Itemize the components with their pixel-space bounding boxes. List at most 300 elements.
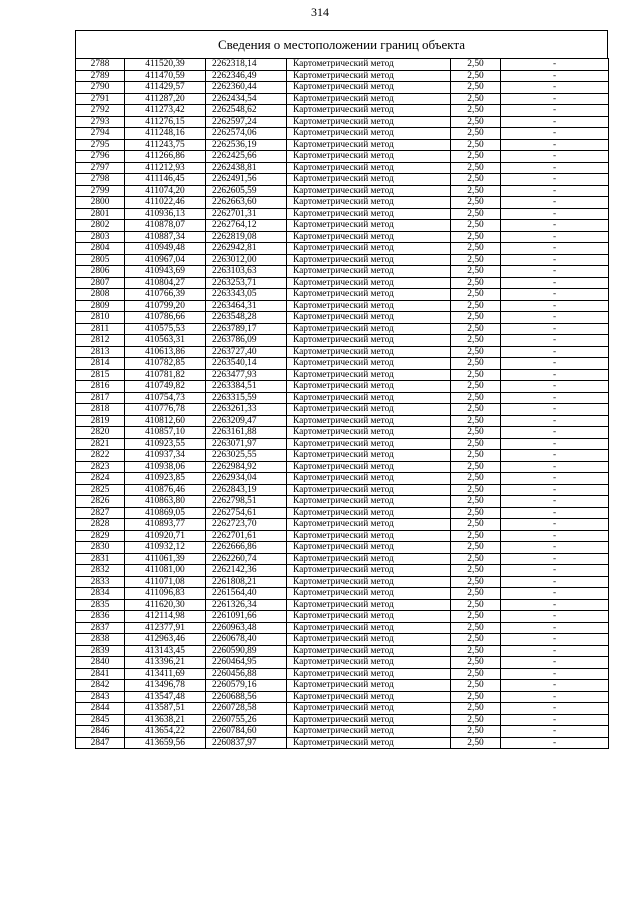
accuracy-cell: 2,50 [451, 576, 501, 588]
table-row [76, 59, 609, 71]
y-coordinate-cell: 2262360,44 [206, 82, 287, 94]
note-cell: - [501, 300, 609, 312]
point-number-cell: 2830 [76, 542, 125, 554]
note-cell: - [501, 668, 609, 680]
point-number-cell: 2843 [76, 691, 125, 703]
y-coordinate-cell: 2263548,28 [206, 312, 287, 324]
accuracy-cell: 2,50 [451, 266, 501, 278]
accuracy-cell: 2,50 [451, 553, 501, 565]
method-cell: Картометрический метод [287, 507, 451, 519]
note-cell: - [501, 358, 609, 370]
accuracy-cell: 2,50 [451, 691, 501, 703]
point-number-cell: 2794 [76, 128, 125, 140]
point-number-cell: 2812 [76, 335, 125, 347]
method-cell: Картометрический метод [287, 438, 451, 450]
table-row [76, 185, 609, 197]
x-coordinate-cell: 411146,45 [125, 174, 206, 186]
table-row [76, 691, 609, 703]
table-row [76, 174, 609, 186]
table-row [76, 358, 609, 370]
point-number-cell: 2809 [76, 300, 125, 312]
point-number-cell: 2827 [76, 507, 125, 519]
y-coordinate-cell: 2262491,56 [206, 174, 287, 186]
accuracy-cell: 2,50 [451, 645, 501, 657]
note-cell: - [501, 128, 609, 140]
y-coordinate-cell: 2262843,19 [206, 484, 287, 496]
point-number-cell: 2806 [76, 266, 125, 278]
method-cell: Картометрический метод [287, 174, 451, 186]
y-coordinate-cell: 2262548,62 [206, 105, 287, 117]
method-cell: Картометрический метод [287, 208, 451, 220]
accuracy-cell: 2,50 [451, 151, 501, 163]
y-coordinate-cell: 2263012,00 [206, 254, 287, 266]
note-cell: - [501, 231, 609, 243]
accuracy-cell: 2,50 [451, 588, 501, 600]
accuracy-cell: 2,50 [451, 726, 501, 738]
y-coordinate-cell: 2263161,88 [206, 427, 287, 439]
point-number-cell: 2807 [76, 277, 125, 289]
table-row [76, 381, 609, 393]
accuracy-cell: 2,50 [451, 668, 501, 680]
table-row [76, 634, 609, 646]
accuracy-cell: 2,50 [451, 507, 501, 519]
point-number-cell: 2842 [76, 680, 125, 692]
y-coordinate-cell: 2261326,34 [206, 599, 287, 611]
x-coordinate-cell: 411620,30 [125, 599, 206, 611]
y-coordinate-cell: 2262819,08 [206, 231, 287, 243]
x-coordinate-cell: 410943,69 [125, 266, 206, 278]
y-coordinate-cell: 2263477,93 [206, 369, 287, 381]
x-coordinate-cell: 410887,34 [125, 231, 206, 243]
accuracy-cell: 2,50 [451, 657, 501, 669]
x-coordinate-cell: 410923,85 [125, 473, 206, 485]
table-row [76, 312, 609, 324]
table-row [76, 128, 609, 140]
y-coordinate-cell: 2262605,59 [206, 185, 287, 197]
y-coordinate-cell: 2260579,16 [206, 680, 287, 692]
method-cell: Картометрический метод [287, 82, 451, 94]
note-cell: - [501, 289, 609, 301]
point-number-cell: 2800 [76, 197, 125, 209]
method-cell: Картометрический метод [287, 737, 451, 749]
accuracy-cell: 2,50 [451, 599, 501, 611]
x-coordinate-cell: 410781,82 [125, 369, 206, 381]
point-number-cell: 2790 [76, 82, 125, 94]
point-number-cell: 2791 [76, 93, 125, 105]
y-coordinate-cell: 2262260,74 [206, 553, 287, 565]
note-cell: - [501, 484, 609, 496]
point-number-cell: 2810 [76, 312, 125, 324]
accuracy-cell: 2,50 [451, 611, 501, 623]
note-cell: - [501, 208, 609, 220]
x-coordinate-cell: 410786,66 [125, 312, 206, 324]
accuracy-cell: 2,50 [451, 197, 501, 209]
y-coordinate-cell: 2262701,61 [206, 530, 287, 542]
coordinates-table [75, 58, 609, 749]
point-number-cell: 2829 [76, 530, 125, 542]
note-cell: - [501, 530, 609, 542]
method-cell: Картометрический метод [287, 634, 451, 646]
y-coordinate-cell: 2263025,55 [206, 450, 287, 462]
point-number-cell: 2792 [76, 105, 125, 117]
accuracy-cell: 2,50 [451, 634, 501, 646]
accuracy-cell: 2,50 [451, 220, 501, 232]
method-cell: Картометрический метод [287, 392, 451, 404]
accuracy-cell: 2,50 [451, 162, 501, 174]
y-coordinate-cell: 2262425,66 [206, 151, 287, 163]
x-coordinate-cell: 411287,20 [125, 93, 206, 105]
method-cell: Картометрический метод [287, 588, 451, 600]
accuracy-cell: 2,50 [451, 323, 501, 335]
point-number-cell: 2815 [76, 369, 125, 381]
x-coordinate-cell: 410938,06 [125, 461, 206, 473]
note-cell: - [501, 266, 609, 278]
note-cell: - [501, 369, 609, 381]
method-cell: Картометрический метод [287, 599, 451, 611]
y-coordinate-cell: 2262597,24 [206, 116, 287, 128]
x-coordinate-cell: 410923,55 [125, 438, 206, 450]
method-cell: Картометрический метод [287, 473, 451, 485]
point-number-cell: 2808 [76, 289, 125, 301]
x-coordinate-cell: 412377,91 [125, 622, 206, 634]
x-coordinate-cell: 413396,21 [125, 657, 206, 669]
x-coordinate-cell: 411061,39 [125, 553, 206, 565]
accuracy-cell: 2,50 [451, 289, 501, 301]
y-coordinate-cell: 2260688,56 [206, 691, 287, 703]
x-coordinate-cell: 413659,56 [125, 737, 206, 749]
method-cell: Картометрический метод [287, 519, 451, 531]
y-coordinate-cell: 2260755,26 [206, 714, 287, 726]
accuracy-cell: 2,50 [451, 530, 501, 542]
y-coordinate-cell: 2262142,36 [206, 565, 287, 577]
table-row [76, 726, 609, 738]
point-number-cell: 2839 [76, 645, 125, 657]
method-cell: Картометрический метод [287, 461, 451, 473]
method-cell: Картометрический метод [287, 450, 451, 462]
table-row [76, 116, 609, 128]
note-cell: - [501, 93, 609, 105]
note-cell: - [501, 473, 609, 485]
accuracy-cell: 2,50 [451, 358, 501, 370]
method-cell: Картометрический метод [287, 277, 451, 289]
y-coordinate-cell: 2260590,89 [206, 645, 287, 657]
note-cell: - [501, 323, 609, 335]
x-coordinate-cell: 410937,34 [125, 450, 206, 462]
method-cell: Картометрический метод [287, 335, 451, 347]
accuracy-cell: 2,50 [451, 737, 501, 749]
note-cell: - [501, 415, 609, 427]
note-cell: - [501, 59, 609, 71]
table-row [76, 323, 609, 335]
y-coordinate-cell: 2263727,40 [206, 346, 287, 358]
y-coordinate-cell: 2263209,47 [206, 415, 287, 427]
point-number-cell: 2828 [76, 519, 125, 531]
accuracy-cell: 2,50 [451, 461, 501, 473]
x-coordinate-cell: 411248,16 [125, 128, 206, 140]
point-number-cell: 2803 [76, 231, 125, 243]
table-row [76, 151, 609, 163]
accuracy-cell: 2,50 [451, 346, 501, 358]
accuracy-cell: 2,50 [451, 335, 501, 347]
note-cell: - [501, 634, 609, 646]
accuracy-cell: 2,50 [451, 82, 501, 94]
y-coordinate-cell: 2261564,40 [206, 588, 287, 600]
accuracy-cell: 2,50 [451, 427, 501, 439]
y-coordinate-cell: 2260678,40 [206, 634, 287, 646]
y-coordinate-cell: 2263464,31 [206, 300, 287, 312]
method-cell: Картометрический метод [287, 680, 451, 692]
point-number-cell: 2821 [76, 438, 125, 450]
note-cell: - [501, 645, 609, 657]
x-coordinate-cell: 413143,45 [125, 645, 206, 657]
table-row [76, 346, 609, 358]
note-cell: - [501, 139, 609, 151]
note-cell: - [501, 461, 609, 473]
point-number-cell: 2836 [76, 611, 125, 623]
point-number-cell: 2816 [76, 381, 125, 393]
table-title: Сведения о местоположении границ объекта [75, 30, 608, 58]
accuracy-cell: 2,50 [451, 703, 501, 715]
method-cell: Картометрический метод [287, 668, 451, 680]
method-cell: Картометрический метод [287, 185, 451, 197]
table-row [76, 473, 609, 485]
point-number-cell: 2844 [76, 703, 125, 715]
note-cell: - [501, 622, 609, 634]
table-row [76, 300, 609, 312]
point-number-cell: 2823 [76, 461, 125, 473]
table-row [76, 392, 609, 404]
note-cell: - [501, 703, 609, 715]
x-coordinate-cell: 410575,53 [125, 323, 206, 335]
method-cell: Картометрический метод [287, 220, 451, 232]
x-coordinate-cell: 410782,85 [125, 358, 206, 370]
y-coordinate-cell: 2263261,33 [206, 404, 287, 416]
accuracy-cell: 2,50 [451, 392, 501, 404]
point-number-cell: 2793 [76, 116, 125, 128]
x-coordinate-cell: 411096,83 [125, 588, 206, 600]
point-number-cell: 2795 [76, 139, 125, 151]
y-coordinate-cell: 2262764,12 [206, 220, 287, 232]
note-cell: - [501, 197, 609, 209]
accuracy-cell: 2,50 [451, 415, 501, 427]
accuracy-cell: 2,50 [451, 542, 501, 554]
table-row [76, 599, 609, 611]
point-number-cell: 2818 [76, 404, 125, 416]
y-coordinate-cell: 2262574,06 [206, 128, 287, 140]
method-cell: Картометрический метод [287, 243, 451, 255]
coordinates-table-body [76, 59, 609, 749]
method-cell: Картометрический метод [287, 530, 451, 542]
accuracy-cell: 2,50 [451, 231, 501, 243]
method-cell: Картометрический метод [287, 93, 451, 105]
method-cell: Картометрический метод [287, 346, 451, 358]
accuracy-cell: 2,50 [451, 105, 501, 117]
x-coordinate-cell: 410920,71 [125, 530, 206, 542]
method-cell: Картометрический метод [287, 197, 451, 209]
note-cell: - [501, 657, 609, 669]
point-number-cell: 2802 [76, 220, 125, 232]
x-coordinate-cell: 410766,39 [125, 289, 206, 301]
y-coordinate-cell: 2262434,54 [206, 93, 287, 105]
note-cell: - [501, 553, 609, 565]
method-cell: Картометрический метод [287, 369, 451, 381]
method-cell: Картометрический метод [287, 484, 451, 496]
accuracy-cell: 2,50 [451, 404, 501, 416]
point-number-cell: 2825 [76, 484, 125, 496]
table-row [76, 737, 609, 749]
x-coordinate-cell: 410949,48 [125, 243, 206, 255]
accuracy-cell: 2,50 [451, 277, 501, 289]
y-coordinate-cell: 2263786,09 [206, 335, 287, 347]
x-coordinate-cell: 411074,20 [125, 185, 206, 197]
y-coordinate-cell: 2262701,31 [206, 208, 287, 220]
point-number-cell: 2798 [76, 174, 125, 186]
accuracy-cell: 2,50 [451, 254, 501, 266]
point-number-cell: 2838 [76, 634, 125, 646]
method-cell: Картометрический метод [287, 70, 451, 82]
table-row [76, 542, 609, 554]
y-coordinate-cell: 2260456,88 [206, 668, 287, 680]
x-coordinate-cell: 413411,69 [125, 668, 206, 680]
x-coordinate-cell: 410857,10 [125, 427, 206, 439]
table-row [76, 496, 609, 508]
note-cell: - [501, 691, 609, 703]
y-coordinate-cell: 2262663,60 [206, 197, 287, 209]
point-number-cell: 2840 [76, 657, 125, 669]
method-cell: Картометрический метод [287, 139, 451, 151]
table-row [76, 519, 609, 531]
accuracy-cell: 2,50 [451, 496, 501, 508]
accuracy-cell: 2,50 [451, 450, 501, 462]
point-number-cell: 2841 [76, 668, 125, 680]
accuracy-cell: 2,50 [451, 473, 501, 485]
table-row [76, 93, 609, 105]
table-row [76, 484, 609, 496]
point-number-cell: 2789 [76, 70, 125, 82]
method-cell: Картометрический метод [287, 128, 451, 140]
table-row [76, 82, 609, 94]
method-cell: Картометрический метод [287, 105, 451, 117]
note-cell: - [501, 565, 609, 577]
point-number-cell: 2834 [76, 588, 125, 600]
table-row [76, 668, 609, 680]
note-cell: - [501, 277, 609, 289]
x-coordinate-cell: 410967,04 [125, 254, 206, 266]
point-number-cell: 2833 [76, 576, 125, 588]
table-row [76, 714, 609, 726]
table-row [76, 530, 609, 542]
x-coordinate-cell: 410932,12 [125, 542, 206, 554]
point-number-cell: 2804 [76, 243, 125, 255]
accuracy-cell: 2,50 [451, 369, 501, 381]
x-coordinate-cell: 410876,46 [125, 484, 206, 496]
accuracy-cell: 2,50 [451, 70, 501, 82]
point-number-cell: 2819 [76, 415, 125, 427]
accuracy-cell: 2,50 [451, 519, 501, 531]
method-cell: Картометрический метод [287, 323, 451, 335]
y-coordinate-cell: 2263253,71 [206, 277, 287, 289]
note-cell: - [501, 151, 609, 163]
point-number-cell: 2797 [76, 162, 125, 174]
note-cell: - [501, 82, 609, 94]
table-row [76, 208, 609, 220]
method-cell: Картометрический метод [287, 553, 451, 565]
method-cell: Картометрический метод [287, 289, 451, 301]
note-cell: - [501, 588, 609, 600]
y-coordinate-cell: 2263789,17 [206, 323, 287, 335]
note-cell: - [501, 185, 609, 197]
x-coordinate-cell: 411212,93 [125, 162, 206, 174]
table-row [76, 657, 609, 669]
table-row [76, 197, 609, 209]
note-cell: - [501, 611, 609, 623]
note-cell: - [501, 576, 609, 588]
table-row [76, 231, 609, 243]
point-number-cell: 2814 [76, 358, 125, 370]
table-row [76, 565, 609, 577]
y-coordinate-cell: 2262666,86 [206, 542, 287, 554]
point-number-cell: 2788 [76, 59, 125, 71]
x-coordinate-cell: 410776,78 [125, 404, 206, 416]
y-coordinate-cell: 2262536,19 [206, 139, 287, 151]
point-number-cell: 2826 [76, 496, 125, 508]
note-cell: - [501, 254, 609, 266]
note-cell: - [501, 599, 609, 611]
table-row [76, 588, 609, 600]
y-coordinate-cell: 2263315,59 [206, 392, 287, 404]
table-row [76, 404, 609, 416]
note-cell: - [501, 680, 609, 692]
y-coordinate-cell: 2262346,49 [206, 70, 287, 82]
point-number-cell: 2846 [76, 726, 125, 738]
table-row [76, 277, 609, 289]
x-coordinate-cell: 410563,31 [125, 335, 206, 347]
x-coordinate-cell: 410878,07 [125, 220, 206, 232]
x-coordinate-cell: 410804,27 [125, 277, 206, 289]
table-row [76, 427, 609, 439]
table-row [76, 266, 609, 278]
x-coordinate-cell: 411022,46 [125, 197, 206, 209]
method-cell: Картометрический метод [287, 691, 451, 703]
table-row [76, 645, 609, 657]
table-row [76, 335, 609, 347]
method-cell: Картометрический метод [287, 358, 451, 370]
note-cell: - [501, 519, 609, 531]
note-cell: - [501, 174, 609, 186]
table-row [76, 507, 609, 519]
accuracy-cell: 2,50 [451, 59, 501, 71]
x-coordinate-cell: 410754,73 [125, 392, 206, 404]
accuracy-cell: 2,50 [451, 714, 501, 726]
note-cell: - [501, 726, 609, 738]
table-row [76, 243, 609, 255]
y-coordinate-cell: 2260963,48 [206, 622, 287, 634]
y-coordinate-cell: 2263343,05 [206, 289, 287, 301]
note-cell: - [501, 105, 609, 117]
table-row [76, 162, 609, 174]
accuracy-cell: 2,50 [451, 128, 501, 140]
method-cell: Картометрический метод [287, 565, 451, 577]
method-cell: Картометрический метод [287, 151, 451, 163]
point-number-cell: 2837 [76, 622, 125, 634]
accuracy-cell: 2,50 [451, 565, 501, 577]
x-coordinate-cell: 410863,80 [125, 496, 206, 508]
y-coordinate-cell: 2261091,66 [206, 611, 287, 623]
table-row [76, 576, 609, 588]
x-coordinate-cell: 410749,82 [125, 381, 206, 393]
y-coordinate-cell: 2262942,81 [206, 243, 287, 255]
accuracy-cell: 2,50 [451, 438, 501, 450]
